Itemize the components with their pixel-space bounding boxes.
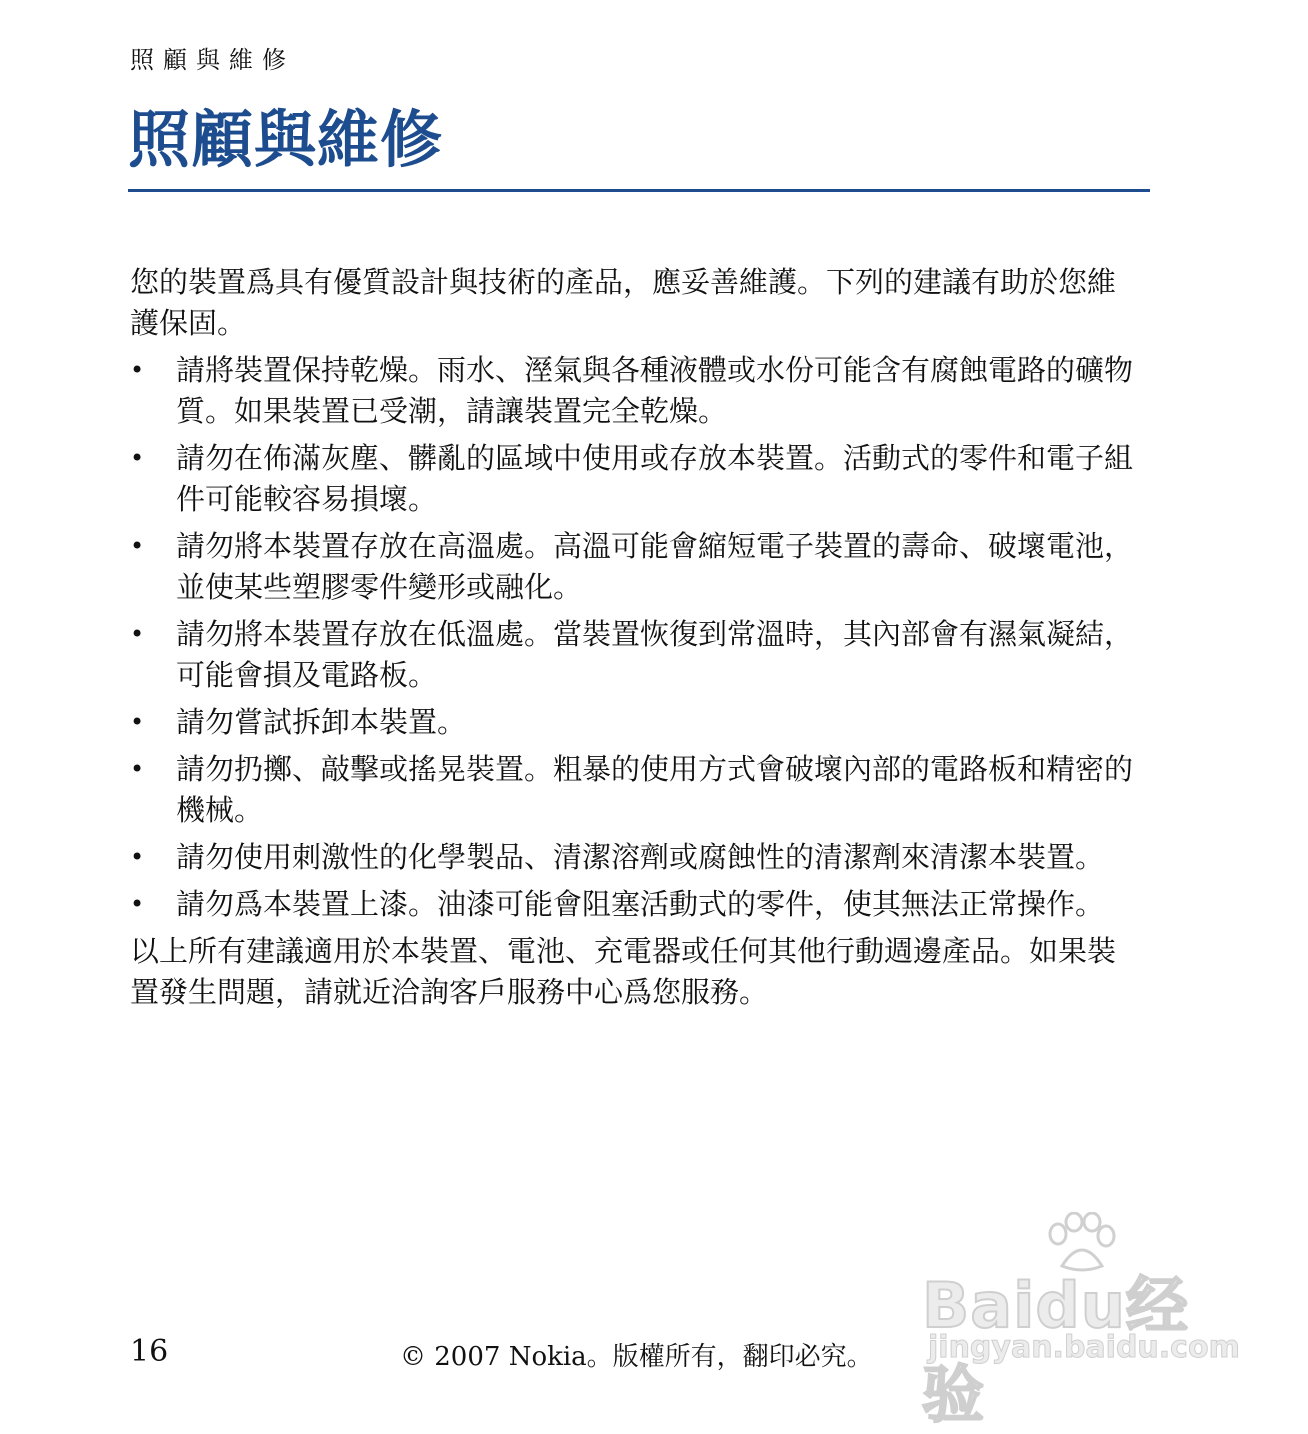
list-item-text: 請勿在佈滿灰塵、髒亂的區域中使用或存放本裝置。活動式的零件和電子組件可能較容易損壞。: [176, 441, 1134, 516]
bullet-icon: •: [130, 356, 145, 384]
list-item-text: 請勿使用刺激性的化學製品、清潔溶劑或腐蝕性的清潔劑來清潔本裝置。: [176, 840, 1105, 874]
list-item: [130, 614, 1140, 696]
intro-paragraph: 您的裝置爲具有優質設計與技術的產品，應妥善維護。下列的建議有助於您維護保固。: [130, 265, 1117, 340]
list-item: [130, 438, 1140, 520]
list-item: [130, 702, 1140, 743]
bullet-icon: •: [130, 755, 145, 783]
page-number: 16: [130, 1334, 169, 1369]
list-item-text: 請將裝置保持乾燥。雨水、溼氣與各種液體或水份可能含有腐蝕電路的礦物質。如果裝置已受潮，請讓裝置完全乾燥。: [176, 353, 1134, 428]
list-item-text: 請勿爲本裝置上漆。油漆可能會阻塞活動式的零件，使其無法正常操作。: [176, 887, 1105, 921]
list-item-text: 請勿扔擲、敲擊或搖晃裝置。粗暴的使用方式會破壞內部的電路板和精密的機械。: [176, 752, 1134, 827]
bullet-icon: •: [130, 843, 145, 871]
list-item-text: 請勿嘗試拆卸本裝置。: [176, 705, 467, 739]
list-item: [130, 749, 1140, 831]
bullet-icon: •: [130, 620, 145, 648]
list-item: [130, 884, 1140, 925]
care-tips-list: [130, 350, 1140, 925]
bullet-icon: •: [130, 708, 145, 736]
page-title: 照顧與維修: [128, 103, 444, 176]
watermark-url: jingyan.baidu.com: [928, 1330, 1240, 1365]
main-content: [130, 262, 1140, 1013]
copyright-notice: © 2007 Nokia。版權所有，翻印必究。: [400, 1342, 873, 1372]
bullet-icon: •: [130, 890, 145, 918]
watermark-brand: Baidu经验: [922, 1269, 1189, 1431]
title-divider: [128, 189, 1150, 192]
baidu-watermark: [920, 1212, 1240, 1431]
running-header: 照顧與維修: [130, 46, 295, 74]
bullet-icon: •: [130, 444, 145, 472]
list-item: [130, 350, 1140, 432]
bullet-icon: •: [130, 532, 145, 560]
list-item-text: 請勿將本裝置存放在低溫處。當裝置恢復到常溫時，其內部會有濕氣凝結，可能會損及電路板。: [176, 617, 1134, 692]
list-item: [130, 526, 1140, 608]
list-item: [130, 837, 1140, 878]
outro-paragraph: 以上所有建議適用於本裝置、電池、充電器或任何其他行動週邊產品。如果裝置發生問題，請就近洽詢客戶服務中心爲您服務。: [130, 934, 1117, 1009]
list-item-text: 請勿將本裝置存放在高溫處。高溫可能會縮短電子裝置的壽命、破壞電池，並使某些塑膠零件變形或融化。: [176, 529, 1134, 604]
